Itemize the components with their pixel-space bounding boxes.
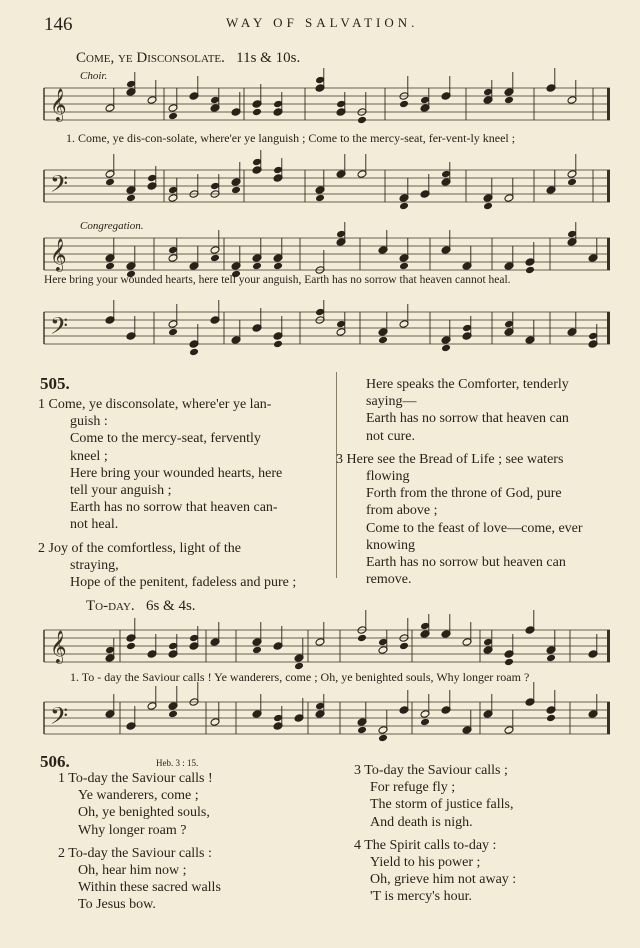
verse-line: Ye wanderers, come ; xyxy=(78,788,199,804)
verse-line: saying— xyxy=(366,394,417,410)
verse-line: knowing xyxy=(366,537,415,553)
verse-line: The storm of justice falls, xyxy=(370,797,514,813)
verse-line: 3 Here see the Bread of Life ; see waters xyxy=(336,451,564,467)
note-head xyxy=(546,714,556,723)
verse-line: Earth has no sorrow that heaven can- xyxy=(70,500,278,516)
hymn-506-left-column xyxy=(58,770,318,914)
treble-clef-icon: 𝄞 xyxy=(50,88,67,121)
verse-line: Forth from the throne of God, pure xyxy=(366,486,562,502)
note-head xyxy=(441,344,451,353)
system3-treble-staff xyxy=(40,626,614,668)
verse-line: And death is nigh. xyxy=(370,814,473,830)
verse-line: Come to the feast of love—come, ever xyxy=(366,520,583,536)
bass-clef-icon: 𝄢 xyxy=(50,170,69,203)
system2-treble-staff xyxy=(40,234,614,276)
system3-bass-staff xyxy=(40,698,614,740)
hymn-505-left-column xyxy=(38,396,328,591)
note-head xyxy=(252,262,262,271)
verse-line: 1 To-day the Saviour calls ! xyxy=(58,771,213,786)
verse-line: Come to the mercy-seat, fervently xyxy=(70,431,261,447)
verse-line: Here bring your wounded hearts, here xyxy=(70,465,283,481)
verse-line: Oh, grieve him not away : xyxy=(370,872,517,888)
note-head xyxy=(504,96,514,105)
note-head xyxy=(420,718,430,727)
note-head xyxy=(294,662,304,671)
system1-treble-staff xyxy=(40,84,614,126)
note-head xyxy=(399,202,409,211)
system1-bass-staff xyxy=(40,166,614,208)
page-number: 146 xyxy=(44,14,73,35)
hymn-505-right-column xyxy=(336,376,626,588)
tune2-title xyxy=(86,598,196,615)
treble-clef-icon: 𝄞 xyxy=(50,630,67,663)
note-head xyxy=(378,734,388,743)
verse-line: 4 The Spirit calls to-day : xyxy=(354,837,497,853)
final-barline xyxy=(607,170,610,202)
tune2-meter: 6s & 4s. xyxy=(145,598,196,614)
verse-line: Why longer roam ? xyxy=(78,822,187,838)
note-head xyxy=(231,186,241,195)
scripture-reference: Heb. 3 : 15. xyxy=(156,758,199,768)
tune2-name: To-day. xyxy=(86,598,135,614)
final-barline xyxy=(607,630,610,662)
hymn-506-right-column xyxy=(354,762,614,906)
choir-label: Choir. xyxy=(80,70,108,82)
note-head xyxy=(399,100,409,109)
note-head xyxy=(483,202,493,211)
final-barline xyxy=(607,312,610,344)
note-head xyxy=(168,328,178,337)
verse-line: 1 Come, ye disconsolate, where'er ye lan- xyxy=(38,397,272,412)
verse-line: guish : xyxy=(70,414,108,430)
verse-line: 2 Joy of the comfortless, light of the xyxy=(38,540,241,556)
note-head xyxy=(168,710,178,719)
verse-line: remove. xyxy=(366,572,412,588)
note-head xyxy=(315,194,325,203)
verse-line: not heal. xyxy=(70,517,119,533)
tune-name: Come, ye Disconsolate. xyxy=(76,50,225,66)
note-head xyxy=(189,348,199,357)
verse-line: flowing xyxy=(366,469,410,485)
verse-line: To Jesus bow. xyxy=(78,897,156,913)
note-head xyxy=(378,336,388,345)
treble-clef-icon: 𝄞 xyxy=(50,238,67,271)
note-head xyxy=(357,634,367,643)
note-head xyxy=(210,254,220,263)
verse-line: Earth has no sorrow but heaven can xyxy=(366,555,566,571)
verse-line: Here speaks the Comforter, tenderly xyxy=(366,377,569,392)
note-head xyxy=(525,266,535,275)
note-head xyxy=(252,108,262,117)
hymn-505-number: 505. xyxy=(40,374,70,393)
note-head xyxy=(105,178,115,187)
verse-line: Oh, ye benighted souls, xyxy=(78,805,210,821)
note-head xyxy=(399,262,409,271)
tune2-lyric-line: 1. To - day the Saviour calls ! Ye wanderers, come ; Oh, ye benighted souls, Why longer roam ? xyxy=(70,670,530,684)
verse-line: kneel ; xyxy=(70,448,108,464)
verse-line: from above ; xyxy=(366,503,438,519)
bass-clef-icon: 𝄢 xyxy=(50,312,69,345)
note-head xyxy=(357,726,367,735)
note-head xyxy=(168,112,178,121)
verse-line: Within these sacred walls xyxy=(78,880,221,896)
final-barline xyxy=(607,238,610,270)
system2-bass-staff xyxy=(40,308,614,350)
note-head xyxy=(252,646,262,655)
verse-line: For refuge fly ; xyxy=(370,780,456,796)
verse-line: Hope of the penitent, fadeless and pure ; xyxy=(70,575,297,591)
verse-line: 'T is mercy's hour. xyxy=(370,889,472,905)
tune-meter: 11s & 10s. xyxy=(236,50,301,66)
lyric-line-1: 1. Come, ye dis-con-solate, where'er ye languish ; Come to the mercy-seat, fer-vent-ly kneel ; xyxy=(66,131,516,145)
note-head xyxy=(126,642,136,651)
final-barline xyxy=(607,88,610,120)
verse-line: straying, xyxy=(70,557,119,573)
note-head xyxy=(567,178,577,187)
verse-line: tell your anguish ; xyxy=(70,483,172,499)
verse-line: 3 To-day the Saviour calls ; xyxy=(354,763,508,778)
congregation-label: Congregation. xyxy=(80,220,144,232)
verse-line: 2 To-day the Saviour calls : xyxy=(58,845,212,861)
bass-clef-icon: 𝄢 xyxy=(50,702,69,735)
verse-line: Oh, hear him now ; xyxy=(78,863,187,879)
verse-line: Yield to his power ; xyxy=(370,855,481,871)
note-head xyxy=(273,262,283,271)
verse-line: Earth has no sorrow that heaven can xyxy=(366,411,569,427)
note-head xyxy=(105,262,115,271)
note-head xyxy=(273,340,283,349)
tune-title xyxy=(76,50,300,67)
note-head xyxy=(399,642,409,651)
note-head xyxy=(357,116,367,125)
final-barline xyxy=(607,702,610,734)
note-head xyxy=(126,194,136,203)
hymn-506-number: 506. xyxy=(40,752,70,771)
note-head xyxy=(504,658,514,667)
lyric-line-2: Here bring your wounded hearts, here tell your anguish, Earth has no sorrow that heaven cannot heal. xyxy=(44,274,511,286)
verse-line: not cure. xyxy=(366,428,415,444)
note-head xyxy=(546,654,556,663)
running-head: WAY OF SALVATION. xyxy=(226,15,419,30)
